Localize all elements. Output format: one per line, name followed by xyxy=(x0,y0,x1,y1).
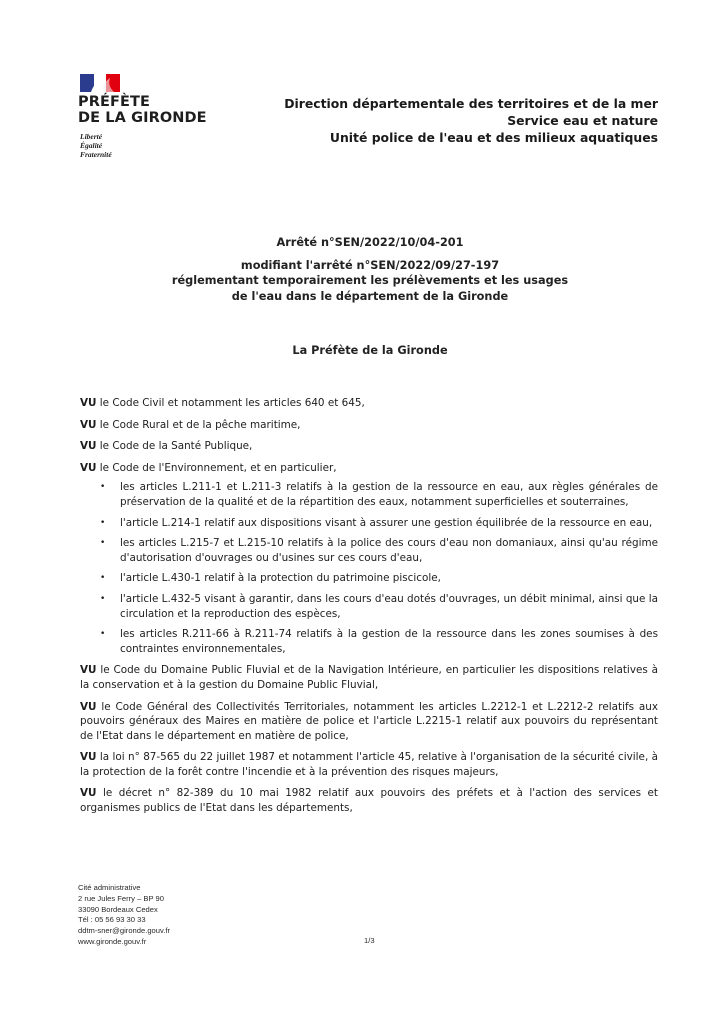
vu-text: le Code de la Santé Publique, xyxy=(99,440,253,453)
vu-text: le Code Civil et notamment les articles 640 et 645, xyxy=(99,397,365,409)
prefete-title: La Préfète de la Gironde xyxy=(292,344,448,357)
vu-keyword: VU xyxy=(80,700,97,713)
footer-address xyxy=(78,883,170,948)
footer-line: 2 rue Jules Ferry – BP 90 xyxy=(78,893,164,903)
footer-line: Cité administrative xyxy=(78,883,141,892)
arrete-number: Arrêté n°SEN/2022/10/04-201 xyxy=(276,236,464,249)
vu-keyword: VU xyxy=(80,664,97,677)
logo-title-line1: PRÉFÈTE xyxy=(78,94,151,110)
footer-phone: Tél : 05 56 93 30 33 xyxy=(78,915,146,925)
vu-text: le Code Général des Collectivités Territoriales, notamment les articles L.2212-1 et L.2212-2 relatifs aux pouvoirs généraux des Maires en matière de police et l'article L.2215-1 relatif aux pouvoirs du représentant de l'Etat dans le département en matière de police, xyxy=(80,700,659,742)
vu-text: le Code Rural et de la pêche maritime, xyxy=(99,418,301,431)
vu-keyword: VU xyxy=(80,787,97,800)
list-item: • les articles L.215-7 et L.215-10 relatifs à la police des cours d'eau non domaniaux, ainsi qu'au régime d'autorisation d'ouvrages ou d'usines sur ces cours d'eau, xyxy=(120,536,658,565)
footer-line: 33090 Bordeaux Cedex xyxy=(78,904,158,914)
arrete-subtitle-line-1: modifiant l'arrêté n°SEN/2022/09/27-197 xyxy=(240,258,500,272)
vu-keyword: VU xyxy=(80,461,97,474)
list-item: • les articles R.211-66 à R.211-74 relatifs à la gestion de la ressource dans les zones soumises à des contraintes environnementales, xyxy=(120,627,658,656)
vu-paragraph xyxy=(80,396,658,411)
direction-header xyxy=(218,95,658,146)
motto-fraternite: Fraternité xyxy=(80,150,112,159)
vu-text: le Code de l'Environnement, et en particulier, xyxy=(99,461,337,474)
logo-title-line2: DE LA GIRONDE xyxy=(78,110,207,126)
vu-text: la loi n° 87-565 du 22 juillet 1987 et notamment l'article 45, relative à l'organisation de la sécurité civile, à la protection de la forêt contre l'incendie et à la prévention des risques majeurs, xyxy=(80,751,658,778)
list-item: • l'article L.432-5 visant à garantir, dans les cours d'eau dotés d'ouvrages, un débit minimal, ainsi que la circulation et la reproduction des espèces, xyxy=(120,592,658,621)
vu-paragraph xyxy=(80,439,658,454)
direction-line-2: Service eau et nature xyxy=(507,113,658,128)
vu-paragraph xyxy=(80,750,658,779)
motto-liberte: Liberté xyxy=(80,132,103,141)
list-item: • l'article L.430-1 relatif à la protection du patrimoine piscicole, xyxy=(120,571,658,586)
arrete-subtitle-line-2: réglementant temporairement les prélèvements et les usages xyxy=(171,274,569,287)
vu-paragraph xyxy=(80,700,658,744)
marianne-logo-flag xyxy=(80,74,120,92)
arrete-title-block xyxy=(120,235,620,304)
arrete-subtitle-line-3: de l'eau dans le département de la Gironde xyxy=(231,289,509,303)
motto-egalite: Égalité xyxy=(80,141,103,150)
vu-keyword: VU xyxy=(80,418,97,431)
list-item: • l'article L.214-1 relatif aux dispositions visant à assurer une gestion équilibrée de la ressource en eau, xyxy=(120,516,658,531)
document-body xyxy=(80,396,658,823)
republic-motto xyxy=(80,132,112,159)
direction-line-3: Unité police de l'eau et des milieux aquatiques xyxy=(329,130,658,145)
vu-paragraph xyxy=(80,461,658,476)
footer-email: ddtm-sner@gironde.gouv.fr xyxy=(78,926,170,936)
vu-paragraph xyxy=(80,418,658,433)
list-item: • les articles L.211-1 et L.211-3 relatifs à la gestion de la ressource en eau, aux règles générales de préservation de la qualité et de la répartition des eaux, notamment superficielles et souterraines, xyxy=(120,480,658,509)
vu-paragraph xyxy=(80,786,658,815)
vu-keyword: VU xyxy=(80,397,97,409)
footer-website: www.gironde.gouv.fr xyxy=(78,936,147,946)
vu-text: le décret n° 82-389 du 10 mai 1982 relatif aux pouvoirs des préfets et à l'action des services et organismes publics de l'Etat dans les départements, xyxy=(80,787,658,815)
direction-line-1: Direction départementale des territoires et de la mer xyxy=(284,96,658,111)
vu-paragraph xyxy=(80,663,658,692)
vu-keyword: VU xyxy=(80,751,97,764)
vu-text: le Code du Domaine Public Fluvial et de la Navigation Intérieure, en particulier les dispositions relatives à la conservation et à la gestion du Domaine Public Fluvial, xyxy=(80,664,658,691)
prefecture-logo-title xyxy=(78,94,207,126)
vu-keyword: VU xyxy=(80,440,97,453)
environment-code-articles-list xyxy=(80,480,658,656)
page-number: 1/3 xyxy=(364,936,375,945)
